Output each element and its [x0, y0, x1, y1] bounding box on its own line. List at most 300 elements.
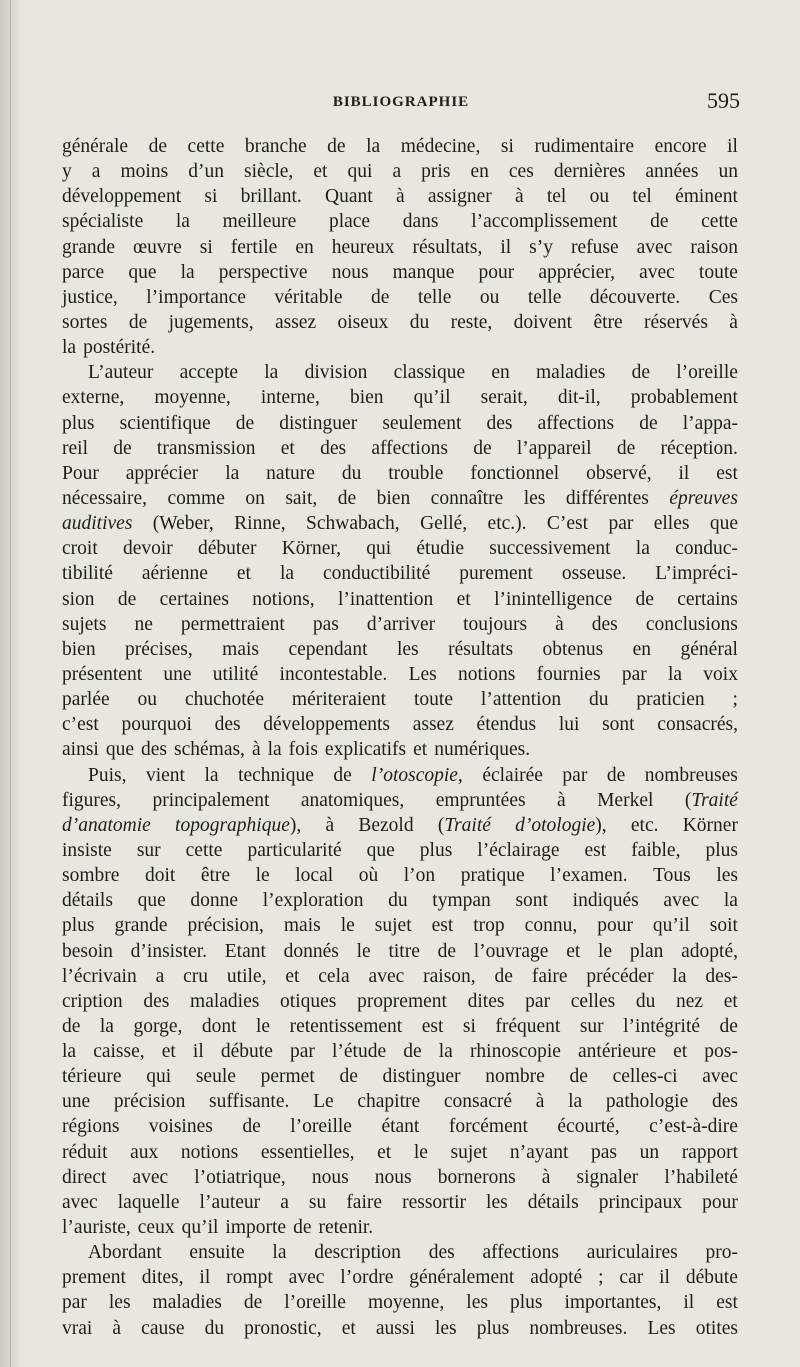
word: observé,	[586, 462, 652, 484]
word: avec	[636, 236, 673, 258]
text-line	[62, 838, 738, 863]
word: un	[639, 1141, 660, 1163]
word: conduc-	[675, 538, 738, 560]
word: sont	[515, 890, 548, 912]
word: a	[280, 1191, 289, 1213]
word: de	[616, 437, 636, 459]
word: général	[680, 638, 738, 660]
word: d’anatomie	[62, 814, 151, 836]
word: éclairée	[482, 764, 543, 786]
word: spécialiste	[62, 211, 144, 233]
word: bien	[376, 487, 411, 509]
text-line	[62, 1240, 738, 1265]
word: véritable	[274, 286, 343, 308]
word: de	[148, 136, 167, 157]
word: c’est-à-dire	[649, 1116, 738, 1138]
text-line	[62, 763, 738, 788]
word: Puis,	[88, 764, 127, 786]
word: régions	[62, 1116, 120, 1138]
word: un	[718, 161, 738, 183]
word: générale	[62, 136, 129, 157]
word: avec	[368, 965, 405, 987]
word: ceux	[137, 1217, 175, 1239]
word: détails	[527, 1191, 579, 1213]
word: pathologie	[605, 1091, 689, 1113]
word: les	[523, 487, 546, 509]
word: heureux	[331, 236, 395, 258]
word: nombre	[485, 1066, 545, 1088]
word: oiseux	[337, 311, 389, 333]
word: la	[279, 563, 295, 585]
word: de	[235, 412, 255, 434]
word: caisse,	[93, 1041, 145, 1063]
word: la	[667, 663, 683, 685]
word: la	[438, 1041, 453, 1063]
word: car	[619, 1267, 644, 1289]
word: les	[396, 638, 419, 660]
word: à	[555, 613, 564, 635]
word: Quant	[325, 186, 373, 208]
word: parlée	[62, 689, 110, 711]
word: sujets	[62, 613, 107, 635]
word: précéder	[586, 965, 654, 987]
word: la	[62, 337, 77, 359]
word: suffisante.	[209, 1091, 290, 1113]
word: que	[137, 890, 166, 912]
word: du	[341, 462, 362, 484]
word: par	[62, 1292, 87, 1314]
word: l’accomplissement	[471, 211, 618, 233]
word: otiques	[280, 990, 337, 1012]
word: tel	[632, 186, 652, 208]
text-line	[62, 913, 738, 938]
word: consacrés,	[657, 714, 738, 736]
word: l’auteur	[199, 1191, 261, 1213]
word: conclusions	[645, 613, 738, 635]
word: du	[204, 1317, 225, 1339]
word: (Weber,	[152, 513, 214, 535]
word: ou	[589, 186, 610, 208]
word: d’otologie),	[515, 814, 607, 836]
word: plus	[705, 839, 738, 861]
text-line	[62, 989, 738, 1014]
word: et	[280, 437, 295, 459]
word: pour	[478, 261, 515, 283]
text-line	[62, 335, 738, 360]
word: (Traité	[684, 789, 738, 811]
word: telle	[527, 286, 562, 308]
word: transmission	[156, 437, 256, 459]
word: pour	[702, 1191, 738, 1213]
word: plan	[629, 940, 664, 962]
word: otites	[695, 1317, 738, 1339]
word: scientifique	[119, 412, 211, 434]
word: l’habileté	[664, 1166, 738, 1188]
word: reil	[62, 437, 88, 459]
text-line	[62, 134, 738, 159]
word: une	[62, 1091, 91, 1113]
word: toujours	[463, 613, 528, 635]
word: Etant	[224, 940, 266, 962]
word: la	[267, 739, 282, 761]
word: toute	[698, 261, 738, 283]
word: à	[557, 789, 566, 811]
word: permettraient	[180, 613, 285, 635]
word: Körner,	[281, 538, 342, 560]
word: importe	[225, 1217, 287, 1239]
word: trouble	[388, 462, 444, 484]
word: dans	[402, 211, 439, 233]
text-line	[62, 1190, 738, 1215]
word: externe,	[62, 387, 125, 409]
word: besoin	[62, 940, 113, 962]
word: à	[325, 814, 335, 836]
word: développement	[62, 186, 182, 208]
word: essentielles,	[260, 1141, 355, 1163]
word: et	[377, 1141, 392, 1163]
text-line	[62, 662, 738, 687]
word: et	[413, 739, 428, 761]
page-number: 595	[707, 88, 740, 113]
word: Bezold	[358, 814, 414, 836]
word: apprécier	[125, 462, 199, 484]
word: années	[645, 161, 699, 183]
word: est	[431, 915, 454, 937]
word: le	[356, 940, 371, 962]
word: maladies	[536, 362, 606, 384]
word: sortes	[62, 311, 108, 333]
word: présentent	[62, 663, 143, 685]
word: et	[285, 965, 300, 987]
word: laquelle	[117, 1191, 180, 1213]
word: adopté,	[681, 940, 738, 962]
word: fréquent	[495, 1015, 561, 1037]
word: titre	[388, 940, 420, 962]
word: interne,	[260, 387, 320, 409]
word: précises,	[125, 638, 193, 660]
word: bien	[349, 387, 384, 409]
word: elles	[653, 513, 690, 535]
word: si	[500, 136, 514, 157]
word: antérieure	[578, 1041, 656, 1063]
word: aérienne	[141, 563, 208, 585]
word: avec	[288, 1267, 325, 1289]
word: de	[569, 1066, 588, 1088]
word: plus	[419, 839, 453, 861]
word: l’appareil	[516, 437, 592, 459]
word: C’est	[546, 513, 589, 535]
word: l’importance	[146, 286, 246, 308]
word: l’examen.	[550, 865, 628, 887]
word: bien	[62, 638, 96, 660]
word: de	[243, 1292, 263, 1314]
text-line	[62, 1265, 738, 1290]
word: sait,	[285, 487, 318, 509]
word: à	[729, 311, 738, 333]
word: nous	[331, 261, 369, 283]
word: par	[608, 513, 634, 535]
word: des	[591, 613, 618, 635]
word: classique	[393, 362, 466, 384]
word: Abordant	[88, 1242, 162, 1264]
word: Körner	[682, 814, 738, 836]
word: l’éclairage	[477, 839, 560, 861]
word: l’oreille	[676, 362, 738, 384]
word: Rinne,	[234, 513, 286, 535]
word: à	[541, 1166, 551, 1188]
word: des	[486, 412, 513, 434]
word: et	[673, 1041, 688, 1063]
word: cause	[141, 1317, 185, 1339]
word: empruntées	[435, 789, 526, 811]
text-line	[62, 737, 738, 762]
word: à	[514, 186, 524, 208]
word: tympan	[432, 890, 491, 912]
word: nous	[311, 1166, 349, 1188]
word: de	[128, 311, 148, 333]
text-line	[62, 587, 738, 612]
word: rhinoscopie	[469, 1041, 561, 1063]
word: de	[437, 940, 456, 962]
word: de	[473, 437, 492, 459]
word: des	[214, 714, 241, 736]
word: L’impréci-	[655, 563, 738, 585]
word: par	[562, 764, 588, 786]
word: l’appa-	[682, 412, 738, 434]
word: par	[289, 1041, 315, 1063]
word: consacré	[443, 1091, 513, 1113]
word: être	[593, 311, 623, 333]
word: il	[683, 1292, 695, 1314]
word: de	[494, 965, 513, 987]
word: ou	[137, 689, 158, 711]
word: meilleure	[222, 211, 297, 233]
word: pris	[421, 161, 451, 183]
word: Pour	[62, 462, 99, 484]
word: rudimentaire	[534, 136, 635, 157]
word: perspective	[218, 261, 308, 283]
word: l’inattention	[337, 588, 434, 610]
word: rapport	[681, 1141, 738, 1163]
word: et	[341, 1317, 356, 1339]
word: en	[632, 638, 652, 660]
word: plus	[62, 915, 95, 937]
text-line	[62, 964, 738, 989]
word: Le	[313, 1091, 334, 1113]
word: affections	[537, 412, 615, 434]
word: utilité	[212, 663, 259, 685]
word: place	[328, 211, 371, 233]
word: pas	[312, 613, 339, 635]
word: fertile	[230, 236, 278, 258]
word: nombreuses.	[529, 1317, 628, 1339]
word: que	[709, 513, 738, 535]
text-line	[62, 235, 738, 260]
page-binding-edge	[0, 0, 22, 1367]
word: des	[320, 437, 347, 459]
word: la	[180, 261, 195, 283]
body-text	[62, 134, 738, 1341]
word: Gellé,	[420, 513, 468, 535]
text-line	[62, 1140, 738, 1165]
word: connu,	[524, 915, 578, 937]
page-fold-line	[10, 0, 11, 1367]
word: voisines	[148, 1116, 213, 1138]
word: dites,	[141, 1267, 184, 1289]
word: sombre	[62, 865, 120, 887]
word: qui	[347, 161, 373, 183]
word: donnés	[283, 940, 339, 962]
word: etc.).	[487, 513, 527, 535]
word: la	[672, 965, 687, 987]
word: et	[456, 588, 471, 610]
word: être	[200, 865, 231, 887]
word: pourquoi	[121, 714, 192, 736]
word: d’arriver	[366, 613, 436, 635]
word: de	[62, 1015, 81, 1037]
word: technique	[238, 764, 314, 786]
word: sur	[136, 839, 161, 861]
word: tel	[546, 186, 567, 208]
word: aux	[130, 1141, 159, 1163]
word: le	[255, 865, 270, 887]
word: cette	[701, 211, 738, 233]
word: chapitre	[357, 1091, 421, 1113]
text-line	[62, 411, 738, 436]
text-line	[62, 385, 738, 410]
word: à	[112, 1317, 122, 1339]
word: n’ayant	[509, 1141, 569, 1163]
word: débuter	[198, 538, 257, 560]
running-title: BIBLIOGRAPHIE	[332, 94, 470, 110]
word: faible,	[631, 839, 681, 861]
word: l’otoscopie,	[371, 764, 463, 786]
word: assigner	[427, 186, 492, 208]
word: il	[727, 136, 738, 157]
text-line	[62, 184, 738, 209]
text-line	[62, 1114, 738, 1139]
word: où	[358, 865, 379, 887]
word: proprement	[357, 990, 447, 1012]
word: et	[723, 990, 738, 1012]
word: permet	[260, 1066, 315, 1088]
word: apprécier,	[538, 261, 615, 283]
word: s’y	[529, 236, 554, 258]
word: de	[635, 588, 654, 610]
word: brillant.	[240, 186, 302, 208]
text-line	[62, 712, 738, 737]
word: reste,	[450, 311, 493, 333]
word: notions	[457, 663, 516, 685]
word: explicatifs	[324, 739, 407, 761]
word: principaux	[598, 1191, 683, 1213]
word: utile,	[226, 965, 267, 987]
word: distinguer	[279, 412, 358, 434]
word: notions,	[252, 588, 315, 610]
word: avec	[639, 261, 675, 283]
word: sont	[602, 714, 635, 736]
word: Les	[408, 663, 437, 685]
word: siècle,	[244, 161, 294, 183]
word: en	[470, 161, 489, 183]
word: est	[716, 1292, 738, 1314]
word: pas	[591, 1141, 617, 1163]
word: conductibilité	[323, 563, 431, 585]
word: avec	[132, 1166, 169, 1188]
word: le	[256, 1015, 271, 1037]
word: la	[99, 1015, 114, 1037]
word: Les	[647, 1317, 676, 1339]
word: assez	[412, 714, 454, 736]
word: œuvre	[133, 236, 182, 258]
word: des	[141, 739, 167, 761]
word: chuchotée	[184, 689, 264, 711]
text-line	[62, 788, 738, 813]
word: moyenne,	[154, 387, 231, 409]
word: maladies	[152, 1292, 222, 1314]
word: grande	[62, 236, 116, 258]
word: praticien	[636, 689, 705, 711]
word: avec	[62, 1191, 98, 1213]
word: de	[113, 437, 132, 459]
word: obtenus	[542, 638, 604, 660]
word: la	[568, 1091, 583, 1113]
word: le	[413, 1141, 428, 1163]
word: a	[155, 965, 165, 987]
word: résultats	[448, 638, 514, 660]
word: anatomiques,	[300, 789, 405, 811]
word: nature	[266, 462, 315, 484]
word: notions	[180, 1141, 239, 1163]
word: réduit	[62, 1141, 108, 1163]
word: il	[500, 236, 512, 258]
word: parce	[62, 261, 105, 283]
word: et	[161, 1041, 176, 1063]
word: avec	[702, 1066, 738, 1088]
word: les	[716, 865, 738, 887]
word: du	[635, 990, 656, 1012]
word: ne	[134, 613, 153, 635]
word: médecine,	[400, 136, 481, 157]
word: Ces	[708, 286, 738, 308]
text-line	[62, 436, 738, 461]
word: seule	[195, 1066, 236, 1088]
word: fournies	[536, 663, 601, 685]
word: la	[175, 211, 190, 233]
word: Schwabach,	[306, 513, 400, 535]
word: incontestable.	[279, 663, 388, 685]
word: débute	[220, 1041, 273, 1063]
word: nez	[676, 990, 704, 1012]
word: la	[635, 538, 650, 560]
text-line	[62, 1014, 738, 1039]
word: et	[236, 563, 251, 585]
word: d’insister.	[130, 940, 208, 962]
word: rompt	[226, 1267, 273, 1289]
text-line	[62, 813, 738, 838]
word: cette	[187, 136, 225, 157]
word: distinguer	[382, 1066, 461, 1088]
word: purement	[459, 563, 533, 585]
word: a	[392, 161, 402, 183]
word: de	[339, 1066, 358, 1088]
word: précision	[113, 1091, 186, 1113]
word: etc.	[630, 814, 659, 836]
word: forcément	[448, 1116, 528, 1138]
word: division	[304, 362, 368, 384]
word: affections	[482, 1242, 559, 1264]
word: qu’il	[652, 915, 690, 937]
